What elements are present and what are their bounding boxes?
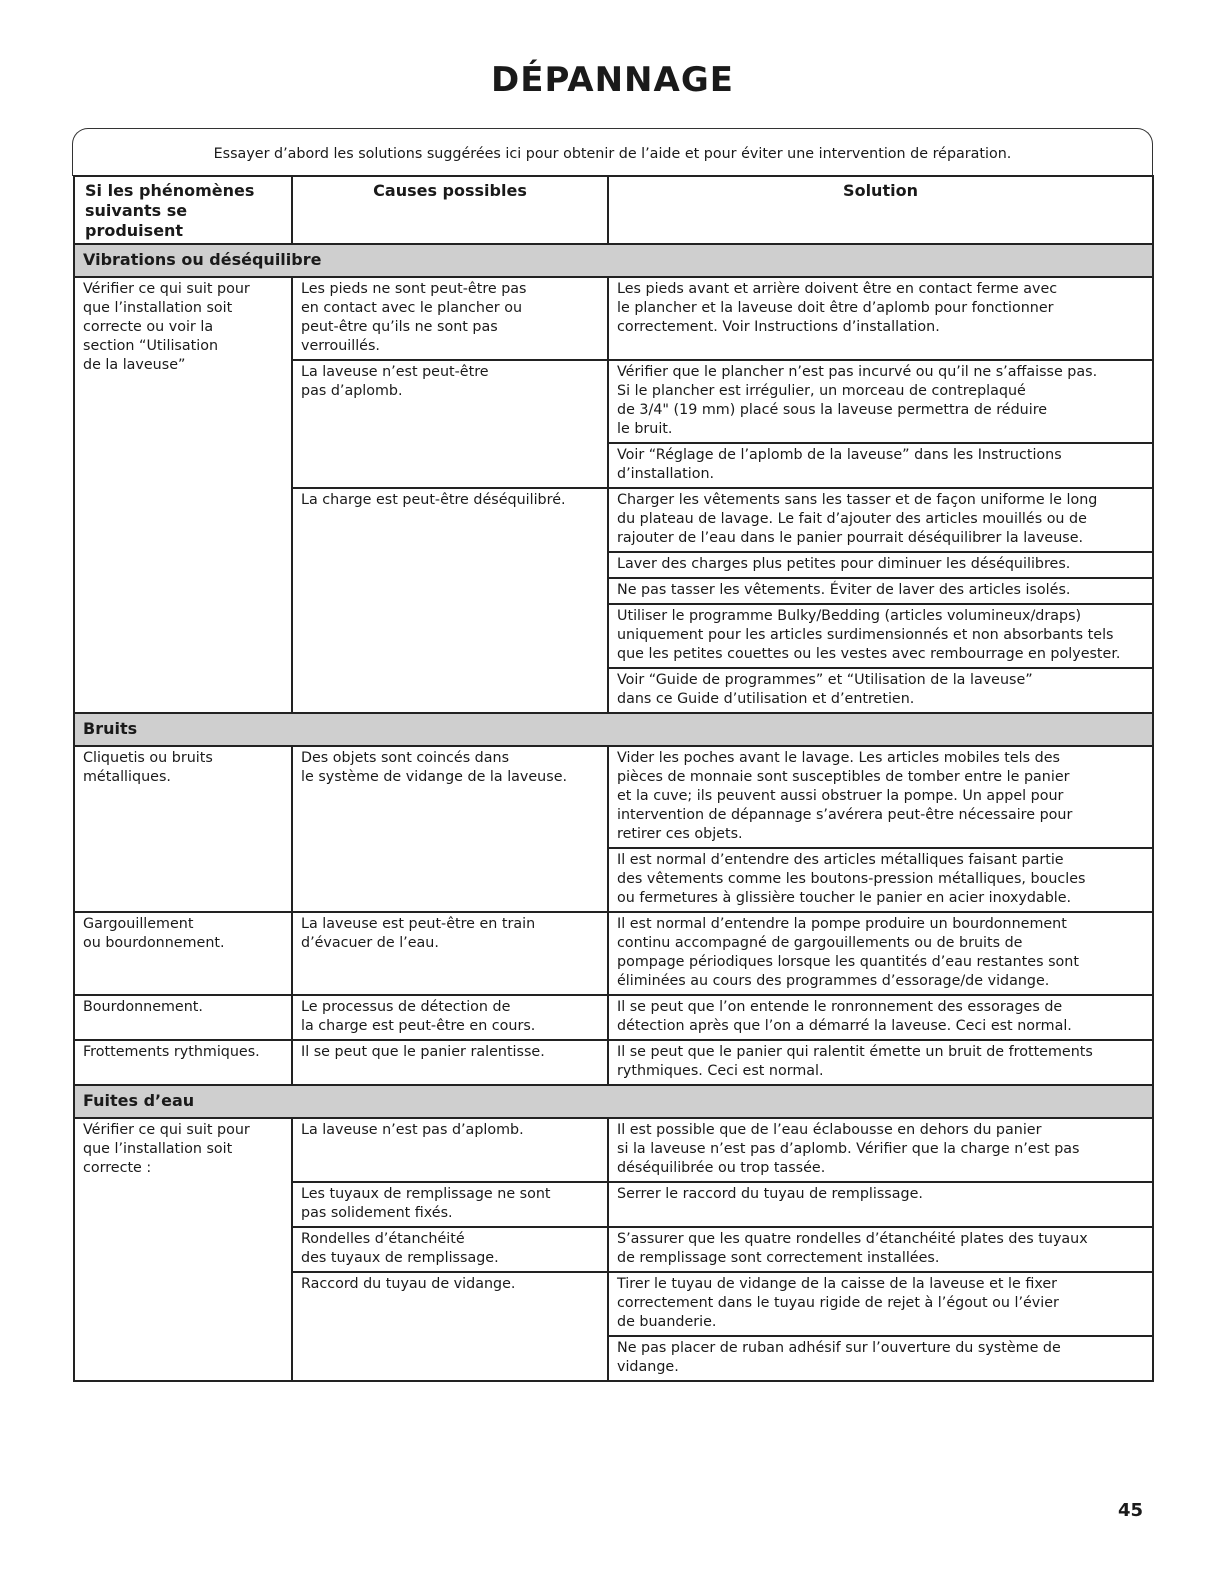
- symptom-cell: Gargouillement ou bourdonnement.: [74, 912, 292, 995]
- header-solution: Solution: [608, 176, 1153, 244]
- page-title: DÉPANNAGE: [491, 60, 734, 100]
- section-fuites: [74, 1085, 1153, 1118]
- solution-cell: Laver des charges plus petites pour diminuer les déséquilibres.: [608, 552, 1153, 578]
- table-header-row: [74, 176, 1153, 244]
- symptom-cell: Frottements rythmiques.: [74, 1040, 292, 1085]
- table-row: [74, 995, 1153, 1040]
- solution-cell: Ne pas tasser les vêtements. Éviter de laver des articles isolés.: [608, 578, 1153, 604]
- table-row: [74, 912, 1153, 995]
- table-row: [74, 1118, 1153, 1182]
- troubleshooting-table: [73, 175, 1154, 1382]
- symptom-cell: Vérifier ce qui suit pour que l’installation soit correcte :: [74, 1118, 292, 1381]
- solution-cell: Les pieds avant et arrière doivent être en contact ferme avec le plancher et la laveuse doit être d’aplomb pour fonctionner correctement. Voir Instructions d’installation.: [608, 277, 1153, 360]
- solution-cell: Vider les poches avant le lavage. Les articles mobiles tels des pièces de monnaie sont susceptibles de tomber entre le panier et la cuve; ils peuvent aussi obstruer la pompe. Un appel pour intervention de dépannage s’avérera peut-être nécessaire pour retirer ces objets.: [608, 746, 1153, 848]
- solution-cell: Voir “Réglage de l’aplomb de la laveuse” dans les Instructions d’installation.: [608, 443, 1153, 488]
- solution-cell: Il est possible que de l’eau éclabousse en dehors du panier si la laveuse n’est pas d’aplomb. Vérifier que la charge n’est pas déséquilibrée ou trop tassée.: [608, 1118, 1153, 1182]
- section-title: Bruits: [74, 713, 1153, 746]
- table-row: [74, 277, 1153, 360]
- symptom-cell: Cliquetis ou bruits métalliques.: [74, 746, 292, 912]
- cause-cell: La laveuse n’est pas d’aplomb.: [292, 1118, 608, 1182]
- cause-cell: Le processus de détection de la charge est peut-être en cours.: [292, 995, 608, 1040]
- symptom-cell: Bourdonnement.: [74, 995, 292, 1040]
- solution-cell: Ne pas placer de ruban adhésif sur l’ouverture du système de vidange.: [608, 1336, 1153, 1381]
- header-symptom: Si les phénomènes suivants se produisent: [74, 176, 292, 244]
- solution-cell: Serrer le raccord du tuyau de remplissage.: [608, 1182, 1153, 1227]
- solution-cell: Tirer le tuyau de vidange de la caisse de la laveuse et le fixer correctement dans le tuyau rigide de rejet à l’égout ou l’évier de buanderie.: [608, 1272, 1153, 1336]
- solution-cell: S’assurer que les quatre rondelles d’étanchéité plates des tuyaux de remplissage sont correctement installées.: [608, 1227, 1153, 1272]
- solution-cell: Il est normal d’entendre la pompe produire un bourdonnement continu accompagné de gargouillements ou de bruits de pompage périodiques lorsque les quantités d’eau restantes sont éliminées au cours des programmes d’essorage/de vidange.: [608, 912, 1153, 995]
- solution-cell: Il se peut que l’on entende le ronronnement des essorages de détection après que l’on a démarré la laveuse. Ceci est normal.: [608, 995, 1153, 1040]
- section-title: Fuites d’eau: [74, 1085, 1153, 1118]
- section-title: Vibrations ou déséquilibre: [74, 244, 1153, 277]
- section-vibrations: [74, 244, 1153, 277]
- cause-cell: La charge est peut-être déséquilibré.: [292, 488, 608, 713]
- solution-cell: Il se peut que le panier qui ralentit émette un bruit de frottements rythmiques. Ceci est normal.: [608, 1040, 1153, 1085]
- cause-cell: La laveuse est peut-être en train d’évacuer de l’eau.: [292, 912, 608, 995]
- solution-cell: Charger les vêtements sans les tasser et de façon uniforme le long du plateau de lavage. Le fait d’ajouter des articles mouillés ou de rajouter de l’eau dans le panier pourrait déséquilibrer la laveuse.: [608, 488, 1153, 552]
- header-cause: Causes possibles: [292, 176, 608, 244]
- page-number: 45: [1117, 1500, 1143, 1521]
- solution-cell: Vérifier que le plancher n’est pas incurvé ou qu’il ne s’affaisse pas. Si le plancher est irrégulier, un morceau de contreplaqué de 3/4" (19 mm) placé sous la laveuse permettra de réduire le bruit.: [608, 360, 1153, 443]
- cause-cell: Il se peut que le panier ralentisse.: [292, 1040, 608, 1085]
- cause-cell: Raccord du tuyau de vidange.: [292, 1272, 608, 1381]
- intro-text: Essayer d’abord les solutions suggérées ici pour obtenir de l’aide et pour éviter une intervention de réparation.: [213, 146, 1012, 162]
- solution-cell: Voir “Guide de programmes” et “Utilisation de la laveuse” dans ce Guide d’utilisation et d’entretien.: [608, 668, 1153, 713]
- solution-cell: Il est normal d’entendre des articles métalliques faisant partie des vêtements comme les boutons-pression métalliques, boucles ou fermetures à glissière toucher le panier en acier inoxydable.: [608, 848, 1153, 912]
- table-row: [74, 1040, 1153, 1085]
- cause-cell: Des objets sont coincés dans le système de vidange de la laveuse.: [292, 746, 608, 912]
- cause-cell: Les pieds ne sont peut-être pas en contact avec le plancher ou peut-être qu’ils ne sont pas verrouillés.: [292, 277, 608, 360]
- table-row: [74, 746, 1153, 848]
- cause-cell: Les tuyaux de remplissage ne sont pas solidement fixés.: [292, 1182, 608, 1227]
- symptom-cell: Vérifier ce qui suit pour que l’installation soit correcte ou voir la section “Utilisation de la laveuse”: [74, 277, 292, 713]
- cause-cell: Rondelles d’étanchéité des tuyaux de remplissage.: [292, 1227, 608, 1272]
- cause-cell: La laveuse n’est peut-être pas d’aplomb.: [292, 360, 608, 488]
- solution-cell: Utiliser le programme Bulky/Bedding (articles volumineux/draps) uniquement pour les articles surdimensionnés et non absorbants tels que les petites couettes ou les vestes avec rembourrage en polyester.: [608, 604, 1153, 668]
- section-bruits: [74, 713, 1153, 746]
